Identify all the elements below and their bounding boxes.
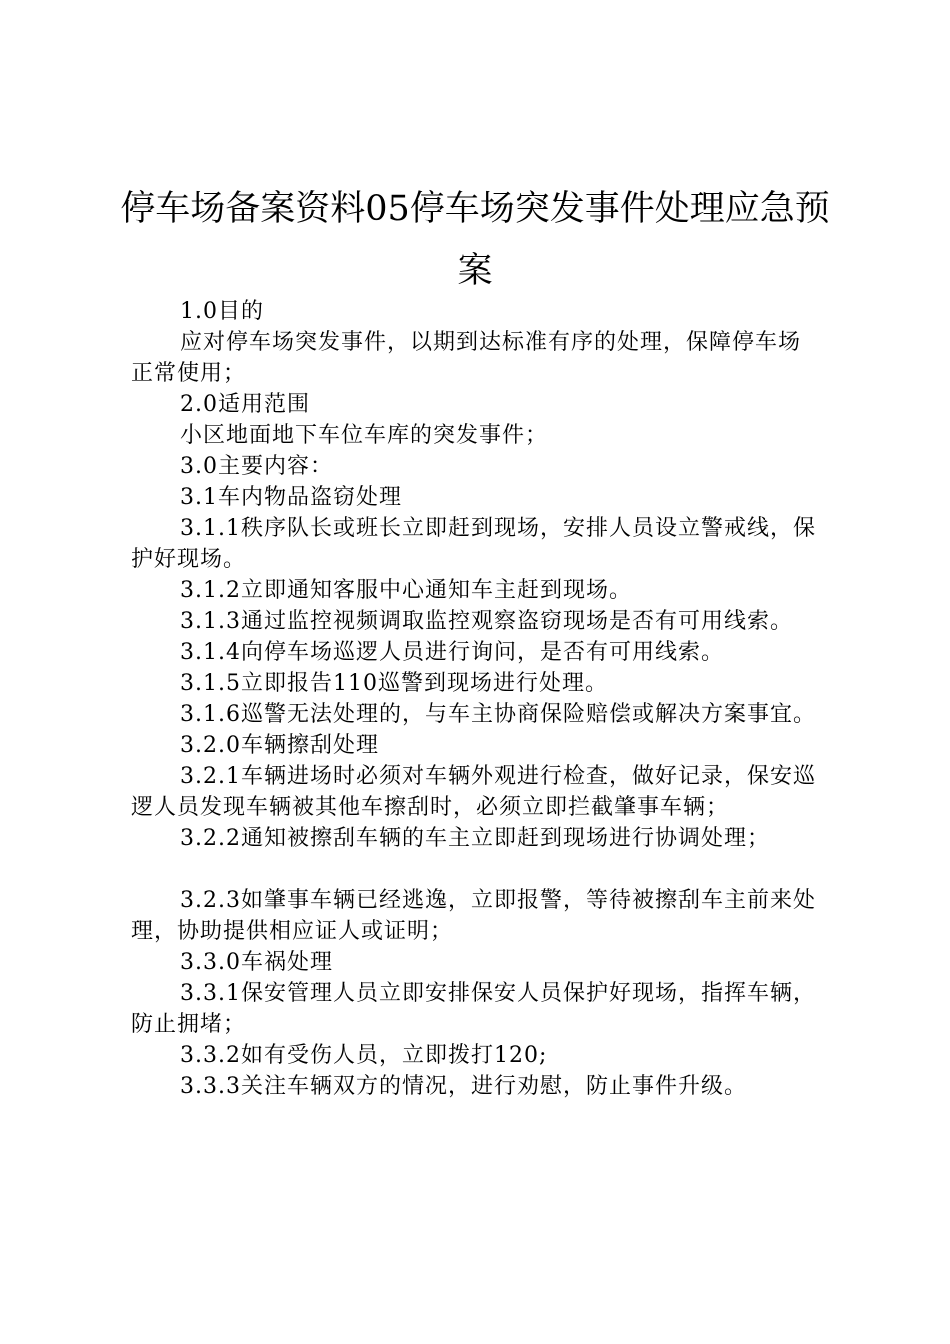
document-title: 停车场备案资料05停车场突发事件处理应急预案 — [120, 189, 830, 291]
paragraph-3-1-2: 3.1.2立即通知客服中心通知车主赶到现场。 — [180, 578, 632, 603]
paragraph-3-1-5: 3.1.5立即报告110巡警到现场进行处理。 — [180, 671, 608, 696]
paragraph-3-2-2: 3.2.2通知被擦刮车辆的车主立即赶到现场进行协调处理； — [180, 826, 770, 851]
paragraph-3-1-1: 3.1.1秩序队长或班长立即赶到现场，安排人员设立警戒线，保护好现场。 — [131, 516, 816, 572]
paragraph-3-1-3: 3.1.3通过监控视频调取监控观察盗窃现场是否有可用线索。 — [180, 609, 793, 634]
heading-accident: 3.3.0车祸处理 — [180, 950, 333, 975]
paragraph-3-3-1: 3.3.1保安管理人员立即安排保安人员保护好现场，指挥车辆，防止拥堵； — [131, 981, 816, 1037]
paragraph-3-3-2: 3.3.2如有受伤人员，立即拨打120; — [180, 1043, 548, 1068]
paragraph-scope: 小区地面地下车位车库的突发事件； — [180, 423, 549, 448]
paragraph-3-3-3: 3.3.3关注车辆双方的情况，进行劝慰，防止事件升级。 — [180, 1074, 747, 1099]
heading-scope: 2.0适用范围 — [180, 392, 310, 417]
heading-purpose: 1.0目的 — [180, 299, 264, 324]
heading-main-content: 3.0主要内容： — [180, 454, 333, 479]
paragraph-3-1-4: 3.1.4向停车场巡逻人员进行询问，是否有可用线索。 — [180, 640, 724, 665]
document-body — [131, 296, 821, 1102]
paragraph-3-2-1: 3.2.1车辆进场时必须对车辆外观进行检查，做好记录，保安巡逻人员发现车辆被其他车擦刮时，必须立即拦截肇事车辆； — [131, 764, 816, 820]
paragraph-purpose: 应对停车场突发事件，以期到达标准有序的处理，保障停车场正常使用； — [131, 330, 802, 386]
paragraph-3-1-6: 3.1.6巡警无法处理的，与车主协商保险赔偿或解决方案事宜。 — [180, 702, 816, 727]
heading-theft: 3.1车内物品盗窃处理 — [180, 485, 402, 510]
heading-scratch: 3.2.0车辆擦刮处理 — [180, 733, 379, 758]
paragraph-3-2-3: 3.2.3如肇事车辆已经逃逸，立即报警，等待被擦刮车主前来处理，协助提供相应证人或证明； — [131, 888, 816, 944]
